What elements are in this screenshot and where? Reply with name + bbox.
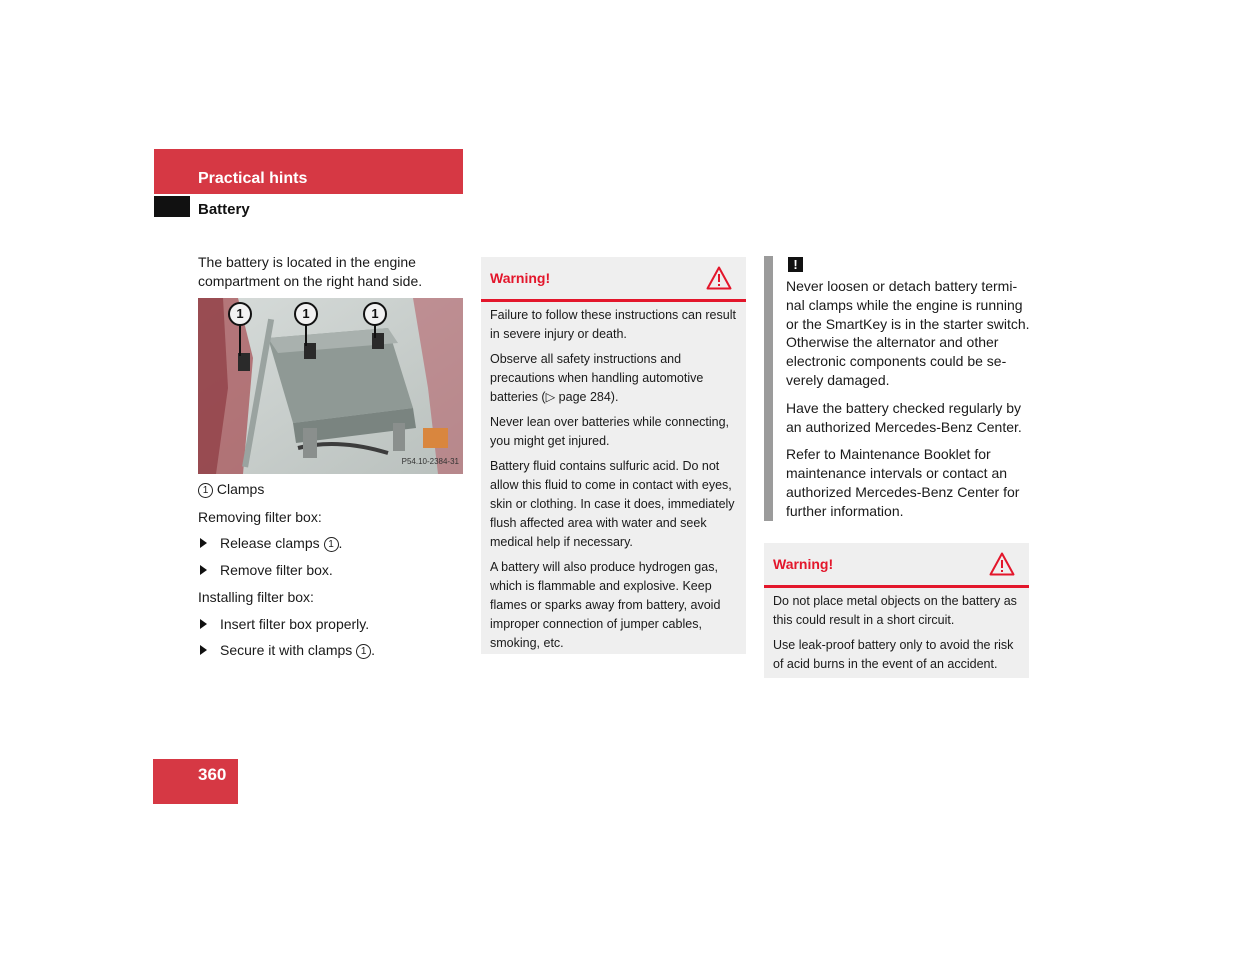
page-number: 360 [198, 765, 227, 784]
removing-step-2: Remove filter box. [198, 561, 464, 580]
warning-body [764, 588, 1029, 688]
note-paragraph: Never loosen or detach battery termi-nal clamps while the engine is running or the SmartKey is in the starter switch. Otherwise the alternator and other electronic components could be se-verely damaged. [786, 278, 1030, 388]
note-bar [764, 256, 773, 521]
subsection-title: Battery [198, 201, 250, 218]
installing-step-1: Insert filter box properly. [198, 615, 464, 634]
warning-triangle-icon [706, 266, 732, 290]
installing-heading: Installing filter box: [198, 589, 314, 605]
page-number-box [153, 759, 238, 804]
note-text [786, 277, 1032, 530]
battery-figure [198, 298, 463, 474]
step-clamp-number: 1 [356, 644, 371, 659]
removing-step-1 [198, 534, 464, 553]
warning-paragraph: Failure to follow these instructions can result in severe injury or death. [490, 308, 736, 341]
legend [198, 480, 464, 499]
warning-body [481, 302, 746, 667]
callout-1: 1 [294, 302, 318, 326]
warning-box-2 [764, 543, 1029, 678]
warning-title: Warning! [773, 556, 834, 572]
step-end: . [371, 642, 376, 658]
warning-paragraph: A battery will also produce hydrogen gas, which is flammable and explosive. Keep flames or sparks away from battery, avoid improper connection of jumper cables, smoking, etc. [490, 560, 721, 650]
intro-text: The battery is located in the engine compartment on the right hand side. [198, 254, 423, 289]
step-clamp-number: 1 [324, 537, 339, 552]
step-end: . [338, 535, 343, 551]
left-column [198, 253, 464, 660]
warning-header [481, 257, 746, 302]
callout-line [305, 324, 307, 346]
warning-triangle-icon [989, 552, 1015, 576]
step-text: Secure it with clamps [220, 642, 357, 658]
warning-header [764, 543, 1029, 588]
warning-paragraph: Observe all safety instructions and precautions when handling automotive batteries (▷ page 284). [490, 352, 704, 404]
installing-step-2 [198, 641, 464, 660]
warning-paragraph: Do not place metal objects on the battery as this could result in a short circuit. [773, 594, 1017, 627]
warning-box-1 [481, 257, 746, 654]
subsection-marker [154, 196, 190, 217]
callout-line [239, 324, 241, 356]
callout-line [374, 324, 376, 338]
legend-number: 1 [198, 483, 213, 498]
warning-paragraph: Use leak-proof battery only to avoid the risk of acid burns in the event of an accident. [773, 638, 1014, 671]
step-text: Release clamps [220, 535, 324, 551]
callout-1: 1 [363, 302, 387, 326]
warning-paragraph: Never lean over batteries while connecting, you might get injured. [490, 415, 730, 448]
callout-1: 1 [228, 302, 252, 326]
note-paragraph: Refer to Maintenance Booklet for maintenance intervals or contact an authorized Mercedes-Benz Center for further information. [786, 446, 1020, 519]
warning-paragraph: Battery fluid contains sulfuric acid. Do not allow this fluid to come in contact with eyes, skin or clothing. In case it does, immediately flush affected area with water and seek medical help if necessary. [490, 459, 735, 549]
section-title: Practical hints [198, 170, 308, 187]
legend-label: Clamps [216, 481, 265, 497]
warning-title: Warning! [490, 270, 551, 286]
exclamation-icon: ! [788, 257, 803, 272]
note-paragraph: Have the battery checked regularly by an authorized Mercedes-Benz Center. [786, 399, 1022, 435]
removing-heading: Removing filter box: [198, 508, 322, 525]
figure-code: P54.10-2384-31 [401, 456, 459, 466]
